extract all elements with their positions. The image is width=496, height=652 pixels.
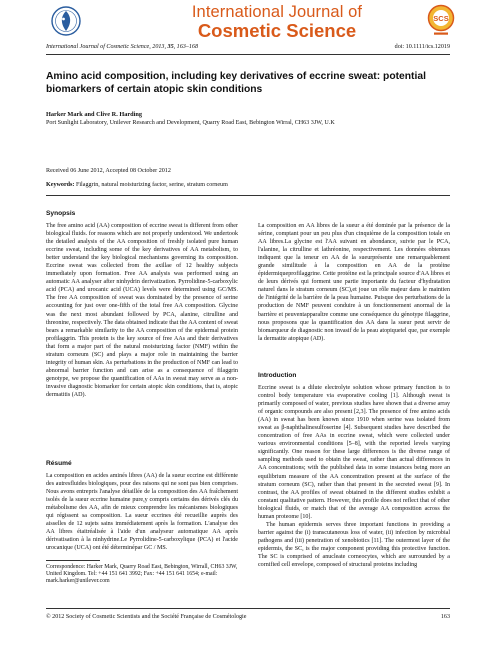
article-authors: Harker Mark and Clive R. Harding (46, 111, 143, 118)
synopsis-heading: Synopsis (46, 210, 76, 217)
intro-paragraph-2: The human epidermis serves three important functions in providing a barrier against the (i) transcutaneous loss of water, (ii) infection by microbial pathogens and (iii) penetration of xenobiotics [11]. The outermost layer of the epidermis, the SC, is the major component providing this protective function. The SC is comprised of anucleate corneocytes, which are surrounded by a cornified cell envelope, composed of structural proteins including (258, 521, 450, 569)
resume-continued-text: La composition en AA libres de la sueur a été dominée par la présence de la sérine, comptant pour un peu plus d'un cinquième de la composition totale en AA libres.La glycine est l'AA suivant en abondance, suivie par le PCA, l'alanine, la citrulline et lathréonine, respectivement. Les données obtenues indiquent que la teneur en AA de la sueurprésente une remarquablement grande similitude à la composition en AA de la protéine épidermiqueprofilaggrine. Cette protéine est la principale source d'AA libres et de leurs dérivés qui forment une partie importante du facteur d'hydratation naturel dans le stratum corneum (SC),et joue un rôle majeur dans le maintien de l'intégrité de la barrière de la peau humaine. Puisque des perturbations de la production de NMF peuvent conduire à un fonctionnement anormal de la barrière et peuventapparaître comme une conséquence du génotype filaggrine, nous proposons que la quantification des AA dans la sueur peut servir de biomarqueur de diagnostic non invasif de la peau atopiquetel que, par exemple la dermatite atopique (AD). (258, 223, 450, 342)
scs-logo-icon (426, 4, 456, 38)
keywords-list: Filaggrin, natural moisturizing factor, serine, stratum corneum (74, 182, 228, 188)
citation-pages: , 163–168 (173, 44, 198, 50)
journal-title-line1: International Journal of (191, 3, 363, 21)
doi-link[interactable]: doi: 10.1111/ics.12019 (394, 44, 450, 50)
intro-paragraph-1: Eccrine sweat is a dilute electrolyte solution whose primary function is to control body temperature via evaporative cooling [1]. Although sweat is primarily composed of water, previous studies have shown that a diverse array of organic compounds are also present [2,3]. The presence of free amino acids (AA) in sweat has been known since 1910 when serine was isolated from sweat as β-naphthalinesulfoserine [4]. Subsequent studies have described the concentration of free AAs in eccrine sweat, which were collected under various environmental conditions [5–8], with the reported levels varying significantly. One reason for these large differences is the diverse range of sampling methods used to obtain the sweat, rather than actual differences in AA concentrations; with the published data in some instances being more an equilibrium measure of the AA concentration present at the surface of the stratum corneum (SC), rather than that present in the secreted sweat [9]. In contrast, the AA profiles of sweat obtained in the different studies exhibit a constant qualitative pattern. However, this profile does not reflect that of other biological fluids, or match that of the average AA composition across the human proteome [10]. (258, 385, 450, 520)
resume-body (46, 472, 238, 552)
article-affiliation: Port Sunlight Laboratory, Unilever Research and Development, Quarry Road East, Bebington Wirral, CH63 3JW, U.K (46, 120, 335, 126)
keywords-line (46, 182, 228, 188)
correspondence-footnote: Correspondence: Harker Mark, Quarry Road East, Bebington, Wirrall, CH63 3JW, United Kingdom. Tel: +44 151 641 3992; Fax: +44 151 641 1654; e-mail: mark.harker@unilever.com (46, 564, 238, 585)
abstract-rule (46, 195, 450, 196)
citation-line (46, 44, 450, 50)
citation-year: , 2013, (149, 44, 168, 50)
scs-logo-text: SCS (433, 13, 449, 23)
citation-volume: 35 (167, 44, 174, 50)
page-number: 163 (440, 614, 450, 620)
introduction-body (258, 384, 450, 569)
journal-title (112, 4, 442, 40)
journal-title-line2: Cosmetic Science (197, 19, 357, 41)
resume-text: La composition en acides aminés libres (AA) de la sueur eccrine est différente des autresfluides biologiques, pour des raisons qui ne sont pas bien comprises. Nous avons entrepris l'analyse détaillée de la composition des AA fraîchement isolés de la sueur eccrine humaine pure,y compris certains des dérivés clés du métabolisme des AA, afin de mieux comprendre les mécanismes biologiques qui régissent sa composition. La sueur eccrines été recueillie auprès des aisselles de 12 sujets sains immédiatement après la formation. L'analyse des AA libres étaitréalisée à l'aide d'un analyseur automatique AA après dérivatisation à la ninhydrine.Le Pyrrolidine-5-carboxylique (PCA) et l'acide urocanique (UCA) ont été déterminépar GC / MS. (46, 473, 238, 552)
resume-heading: Résumé (46, 460, 72, 467)
footnote-rule (46, 560, 100, 561)
synopsis-text: The free amino acid (AA) composition of eccrine sweat is different from other biological fluids. for reasons which are not properly understood. We undertook the detailed analysis of the AA composition of freshly isolated pure human eccrine sweat, including some of the key derivatives of AA metabolism, to better understand the key biological mechanisms governing its composition. Eccrine sweat was collected from the axillae of 12 healthy subjects immediately upon formation. Free AA analysis was performed using an automatic AA analyser after ninhydrin derivatization. Pyrrolidine-5-carboxylic acid (PCA) and urocanic acid (UCA) levels were determined using GC/MS. The free AA composition of sweat was dominated by the presence of serine accounting for just over one-fifth of the total free AA composition. Glycine was the next most abundant followed by PCA, alanine, citrulline and threonine, respectively. The data obtained indicate that the AA content of sweat bears a remarkable similarity to the AA composition of the epidermal protein profilaggrin. This protein is the key source of free AAs and their derivatives that form a major part of the natural moisturizing factor (NMF) within the stratum corneum (SC) and plays a major role in maintaining the barrier integrity of human skin. As perturbations in the production of NMF can lead to abnormal barrier function and can arise as a consequence of filaggrin genotype, we propose the quantification of AAs in sweat may serve as a non-invasive diagnostic biomarker for certain atopic skin conditions, that is, atopic dermatitis (AD). (46, 223, 238, 398)
copyright-text: © 2012 Society of Cosmetic Scientists and the Société Française de Cosmétologie (46, 614, 247, 620)
society-emblem-icon (46, 5, 86, 37)
synopsis-body (46, 222, 238, 399)
received-dates: Received 06 June 2012, Accepted 08 October 2012 (46, 168, 171, 174)
journal-name: International Journal of Cosmetic Science (46, 44, 150, 50)
header-rule (46, 54, 450, 55)
page-footer (46, 614, 450, 620)
introduction-heading: Introduction (258, 372, 297, 379)
keywords-label: Keywords: (46, 182, 75, 188)
resume-continued (258, 222, 450, 343)
footer-rule (46, 608, 450, 609)
article-title: Amino acid composition, including key derivatives of eccrine sweat: potential biomarkers of certain atopic skin conditions (46, 71, 426, 95)
journal-masthead (0, 0, 496, 42)
